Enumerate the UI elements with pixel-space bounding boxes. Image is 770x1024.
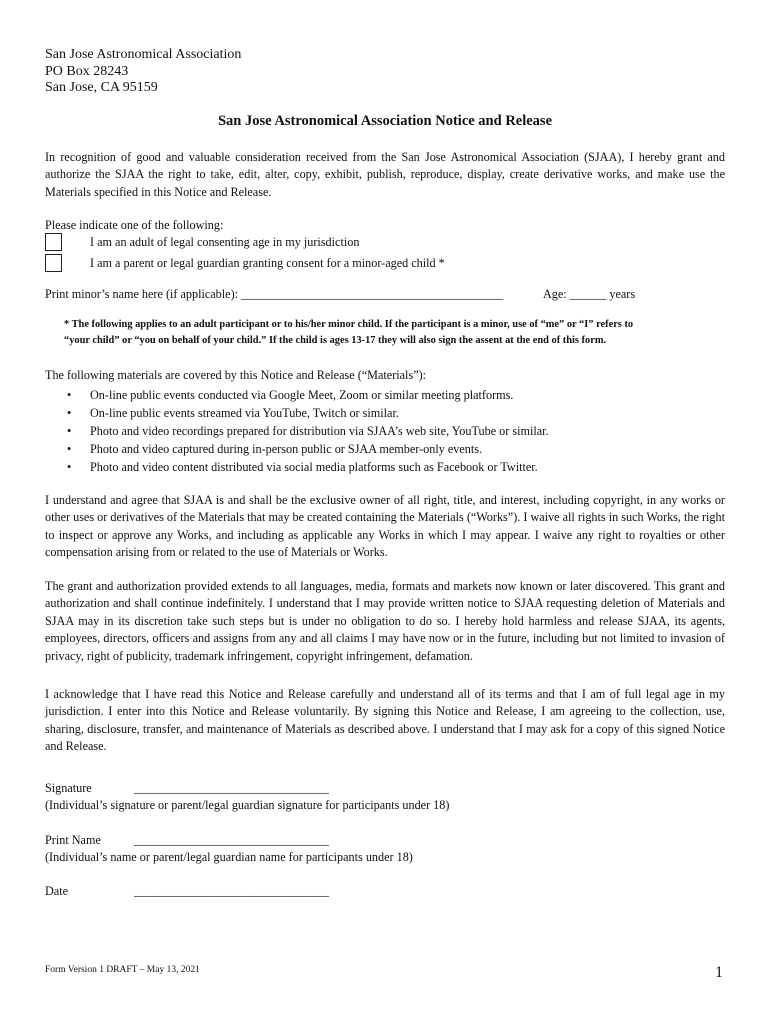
signature-row[interactable]: [45, 781, 329, 796]
materials-intro: The following materials are covered by this Notice and Release (“Materials”):: [45, 368, 427, 382]
materials-list: [62, 386, 702, 476]
print-name-note: (Individual’s name or parent/legal guardian name for participants under 18): [45, 850, 413, 864]
intro-paragraph: In recognition of good and valuable consideration received from the San Jose Astronomical Association (SJAA), I hereby grant and authorize the SJAA the right to take, edit, alter, copy, exhibit, publish, reproduce, display, create derivative works, and make use the Materials specified in this Notice and Release.: [45, 150, 725, 199]
signature-note: (Individual’s signature or parent/legal guardian signature for participants under 18): [45, 798, 450, 812]
print-name-line[interactable]: ________________________________: [134, 833, 329, 847]
minor-note-line-1: * The following applies to an adult participant or to his/her minor child. If the participant is a minor, use of “me” or “I” refers to: [64, 319, 634, 330]
form-version: Form Version 1 DRAFT – May 13, 2021: [45, 965, 200, 975]
city-state-zip: San Jose, CA 95159: [45, 80, 158, 95]
signature-label: Signature: [45, 781, 92, 795]
minor-age-field[interactable]: Age: ______ years: [543, 287, 636, 301]
signature-line[interactable]: ________________________________: [134, 781, 329, 795]
page-number: 1: [715, 964, 723, 981]
guardian-checkbox[interactable]: [45, 254, 62, 272]
print-name-label: Print Name: [45, 833, 101, 847]
list-item: • On-line public events conducted via Google Meet, Zoom or similar meeting platforms.: [62, 386, 702, 404]
options-prompt: Please indicate one of the following:: [45, 218, 224, 232]
document-title: San Jose Astronomical Association Notice and Release: [217, 113, 553, 129]
po-box: PO Box 28243: [45, 63, 129, 79]
address-block: [45, 47, 241, 97]
guardian-option-label: I am a parent or legal guardian granting consent for a minor-aged child *: [90, 256, 445, 270]
list-item: • Photo and video recordings prepared for distribution via SJAA’s web site, YouTube or similar.: [62, 422, 702, 440]
date-line[interactable]: ________________________________: [134, 884, 329, 898]
ownership-paragraph: I understand and agree that SJAA is and shall be the exclusive owner of all right, title, and interest, including copyright, in any works or other uses or derivatives of the Materials that may be created containing the Materials (“Works”). I waive all rights in such Works, the right to inspect or approve any Works, and including as applicable any Works in which I may appear. I waive any right to royalties or other compensation arising from or related to the use of Materials or Works.: [45, 493, 725, 560]
adult-option-label: I am an adult of legal consenting age in my jurisdiction: [90, 235, 360, 249]
list-item: • Photo and video captured during in-person public or SJAA member-only events.: [62, 440, 702, 458]
acknowledgement-paragraph: I acknowledge that I have read this Notice and Release carefully and understand all of its terms and that I am of full legal age in my jurisdiction. I enter into this Notice and Release voluntarily. By signing this Notice and Release, I am agreeing to the collection, use, sharing, disclosure, transfer, and maintenance of Materials as described above. I understand that I may ask for a copy of this signed Notice and Release.: [45, 687, 725, 754]
date-label: Date: [45, 884, 69, 898]
adult-checkbox[interactable]: [45, 233, 62, 251]
minor-note-line-2: “your child” or “you on behalf of your child.” If the child is ages 13-17 they will also sign the assent at the end of this form.: [64, 335, 607, 346]
list-item: • Photo and video content distributed via social media platforms such as Facebook or Twitter.: [62, 458, 702, 476]
minor-note: [64, 317, 704, 349]
minor-name-field[interactable]: Print minor’s name here (if applicable): ___________________________________________: [45, 287, 504, 301]
date-row[interactable]: [45, 884, 329, 899]
grant-paragraph: The grant and authorization provided extends to all languages, media, formats and markets now known or later discovered. This grant and authorization and shall continue indefinitely. I understand that I may provide written notice to SJAA requesting deletion of Materials and SJAA may in its discretion take such steps but is under no obligation to do so. I hereby hold harmless and release SJAA, its agents, employees, directors, officers and assigns from any and all claims I may have now or in the future, including but not limited to invasion of privacy, right of publicity, trademark infringement, copyright infringement, defamation.: [45, 579, 725, 663]
print-name-row[interactable]: [45, 833, 329, 848]
org-name: San Jose Astronomical Association: [45, 47, 242, 62]
list-item: • On-line public events streamed via YouTube, Twitch or similar.: [62, 404, 702, 422]
